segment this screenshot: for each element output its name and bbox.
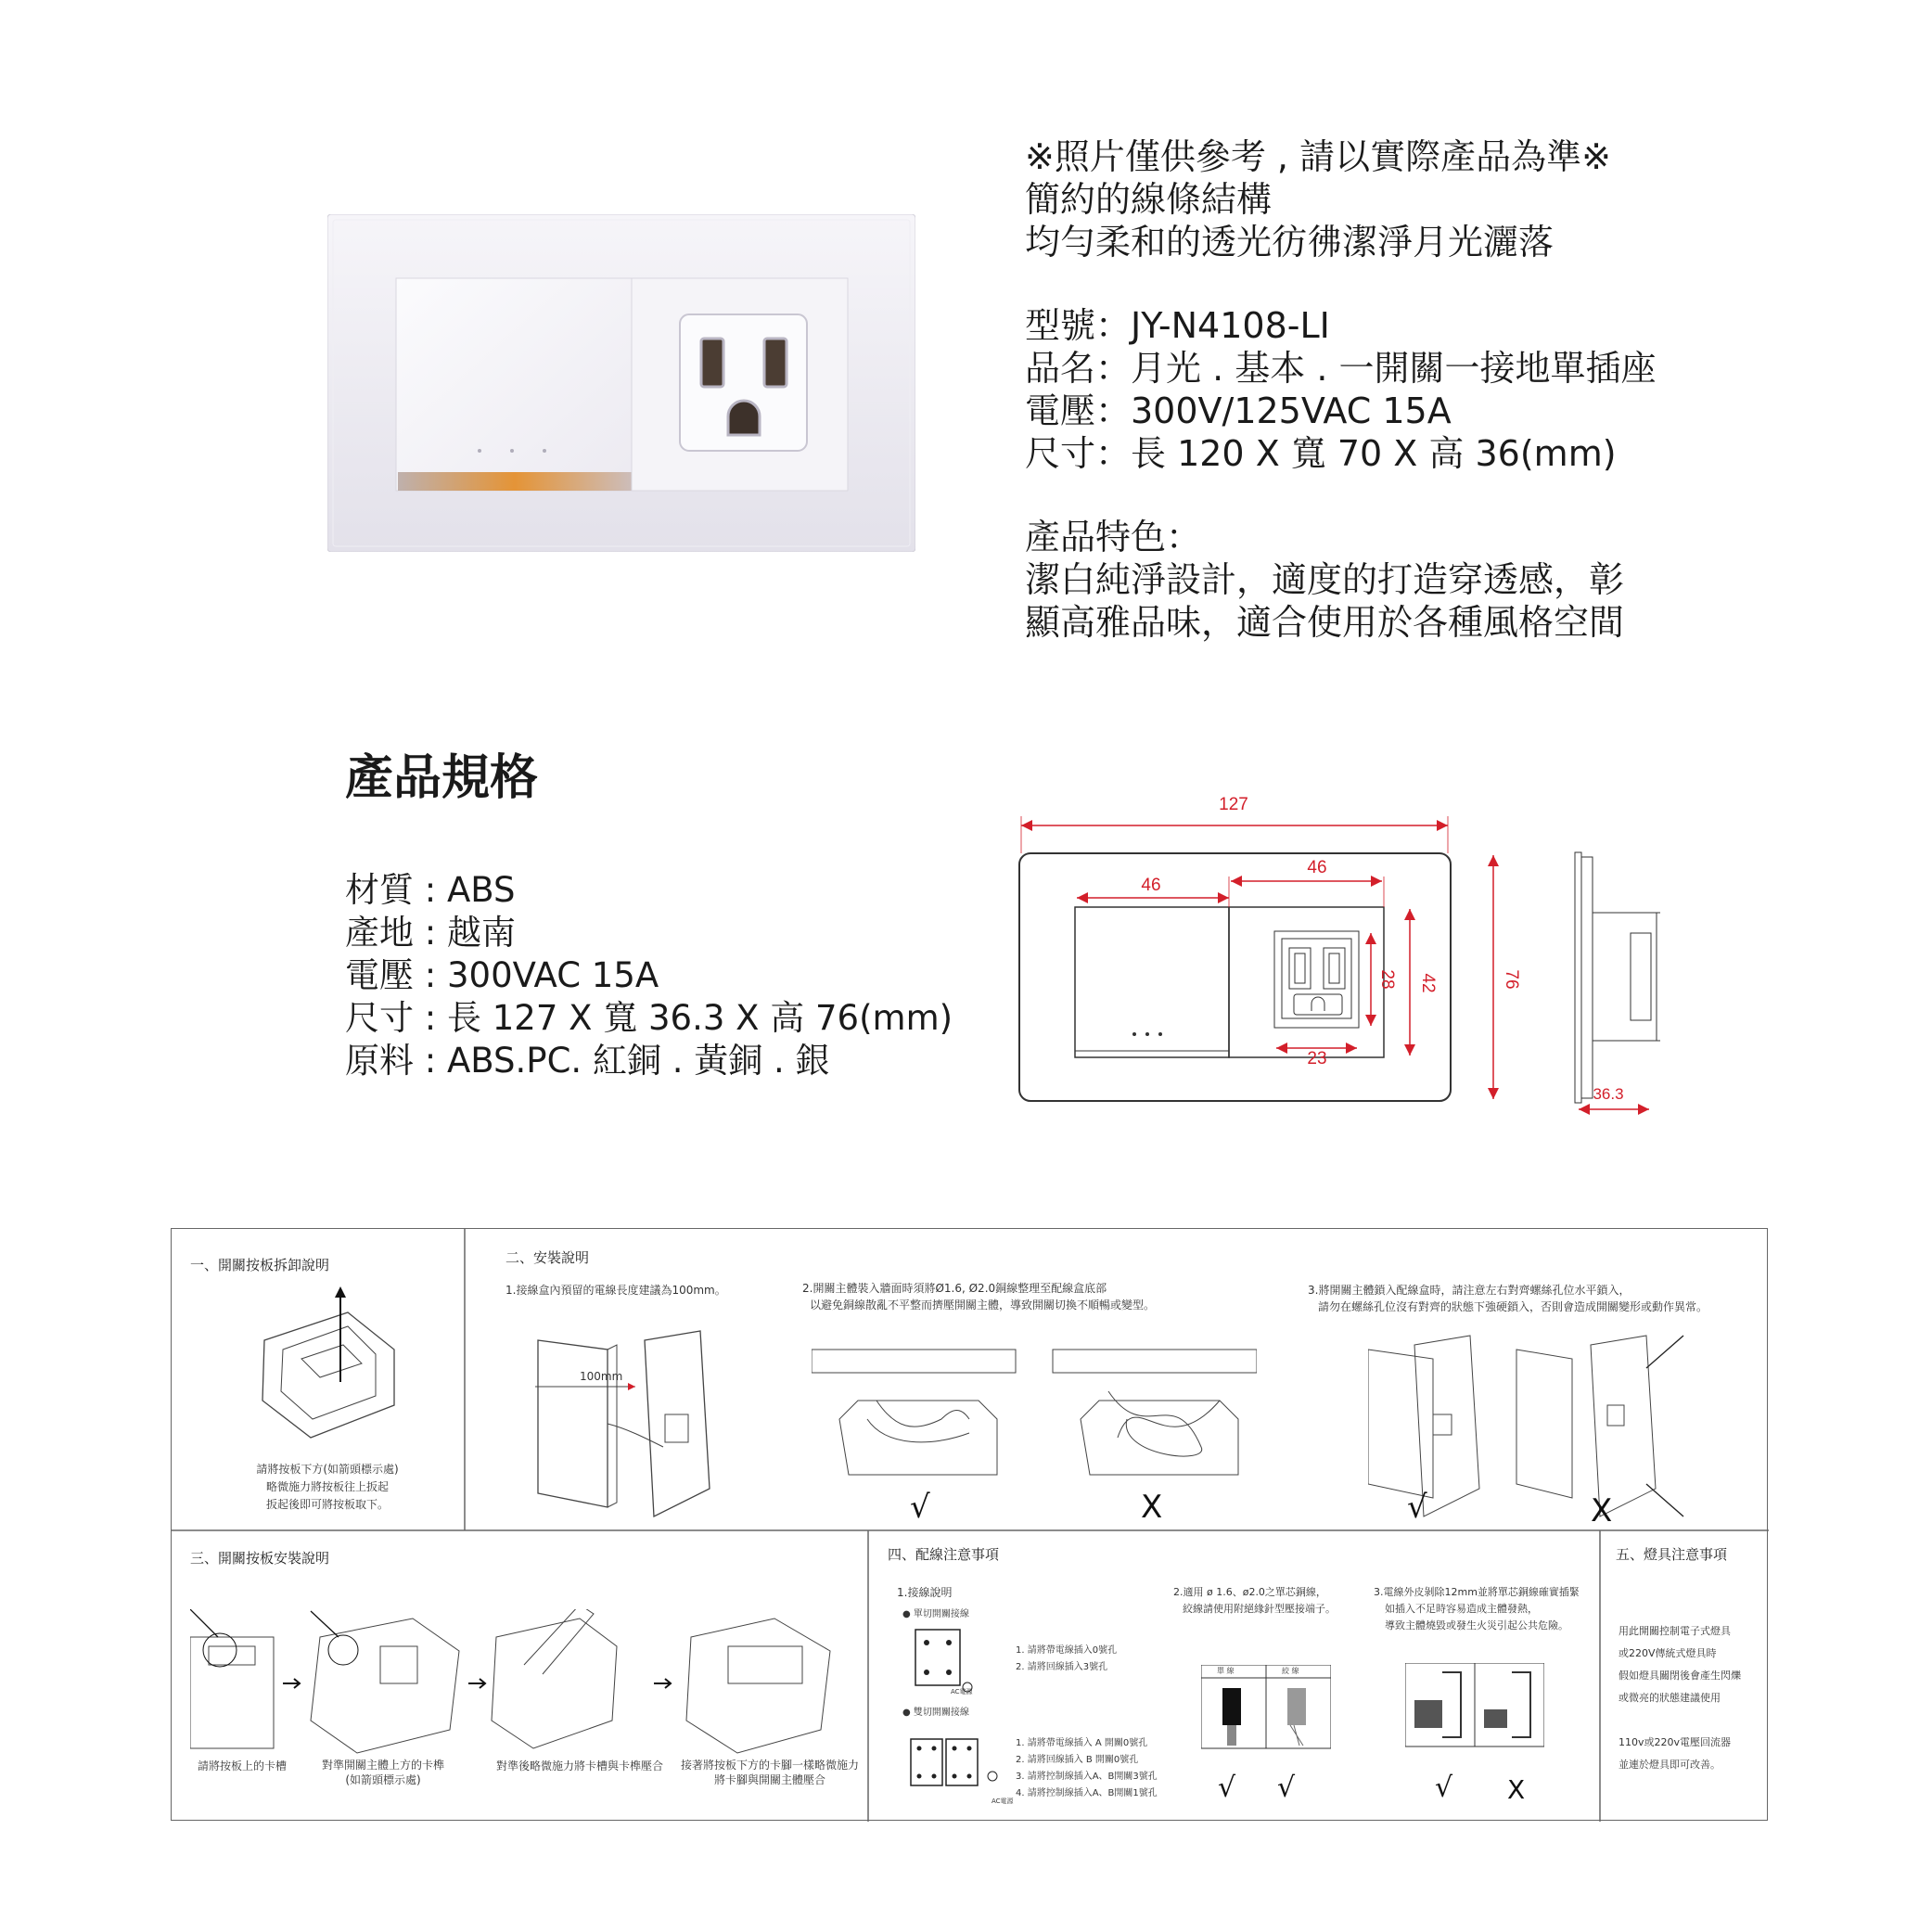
sec4-sub3-line1: 3.電線外皮剝除12mm並將單芯銅線確實插緊	[1374, 1586, 1580, 1598]
sec2-step3-line2: 請勿在螺絲孔位沒有對齊的狀態下強硬鎖入，否則會造成開關變形或動作異常。	[1318, 1300, 1708, 1313]
sec5-line-3: 假如燈具關閉後會產生閃爍	[1619, 1670, 1741, 1682]
sec3-caption-2: 對準開關主體上方的卡榫	[321, 1759, 444, 1772]
sec4-ac-label-1: AC電源	[951, 1688, 973, 1695]
sec4-mark-1: √	[1218, 1772, 1236, 1804]
sec4-sub1: 1.接線說明	[897, 1586, 953, 1599]
sec2-box-illustration	[515, 1322, 747, 1530]
sec1-title: 一、開關按板拆卸說明	[190, 1257, 330, 1273]
dim-socket-width: 46	[1307, 858, 1327, 877]
spec-size: 尺寸 : 長 127 X 寬 36.3 X 高 76(mm)	[345, 998, 953, 1038]
sec4-double-note-1: 1. 請將帶電線插入 A 開關0號孔	[1016, 1738, 1148, 1748]
sec3-title: 三、開關按板安裝說明	[190, 1550, 330, 1567]
spec-voltage: 電壓 : 300VAC 15A	[345, 955, 659, 995]
sec3-steps-illustration	[190, 1609, 849, 1758]
sec5-line-5: 110v或220v電壓回流器	[1619, 1736, 1732, 1748]
sec4-single-diagram	[914, 1628, 979, 1693]
dim-socket-inner-height: 28	[1377, 969, 1397, 990]
sec5-line-6: 並連於燈具即可改善。	[1619, 1759, 1721, 1771]
sec4-wire-label-1: 單 線	[1217, 1667, 1235, 1675]
sec1-caption-3: 扳起後即可將按板取下。	[265, 1498, 389, 1511]
dim-height: 76	[1502, 969, 1521, 990]
sec3-caption-6: 將卡腳與開關主體壓合	[713, 1773, 825, 1786]
tagline-2: 均勻柔和的透光彷彿潔淨月光灑落	[1025, 222, 1555, 262]
sec2-mark-4: X	[1591, 1492, 1613, 1529]
dim-width: 127	[1219, 795, 1248, 814]
sec2-step2-line2: 以避免銅線散亂不平整而擠壓開關主體，導致開關切換不順暢或變型。	[810, 1299, 1156, 1311]
sec2-mark-2: X	[1141, 1489, 1163, 1526]
sec2-mark-3: √	[1407, 1489, 1427, 1526]
product-photo	[327, 214, 915, 552]
sec3-caption-3: (如箭頭標示處)	[345, 1773, 421, 1786]
sec4-mark-3: √	[1435, 1772, 1453, 1804]
sec2-step1: 1.接線盒內預留的電線長度建議為100mm。	[505, 1284, 726, 1297]
sec4-sub2-line2: 絞線請使用附絕緣針型壓接端子。	[1183, 1603, 1336, 1615]
features-line-2: 顯高雅品味，適合使用於各種風格空間	[1025, 602, 1625, 643]
specs-list	[345, 869, 953, 1082]
sec4-insertion-diagram	[1405, 1663, 1544, 1751]
sec1-caption-2: 略微施力將按板往上扳起	[265, 1480, 389, 1493]
sec4-double-label: ● 雙切開關接線	[902, 1708, 969, 1718]
sec5-line-2: 或220V傳統式燈具時	[1619, 1647, 1717, 1659]
sec3-caption-4: 對準後略微施力將卡槽與卡榫壓合	[496, 1759, 664, 1772]
sec4-wire-label-2: 絞 線	[1282, 1667, 1299, 1675]
sec1-caption-1: 請將按板下方(如箭頭標示處)	[256, 1463, 399, 1476]
sec4-single-note-1: 1. 請將帶電線插入0號孔	[1016, 1645, 1118, 1656]
sec4-double-note-2: 2. 請將回線插入 B 開關0號孔	[1016, 1755, 1139, 1765]
voltage-line: 電壓：300V/125VAC 15A	[1025, 390, 1452, 431]
sec4-mark-2: √	[1277, 1772, 1296, 1804]
spec-origin: 產地 : 越南	[345, 913, 516, 953]
sec1-plate-illustration	[246, 1285, 403, 1442]
sec4-single-note-2: 2. 請將回線插入3號孔	[1016, 1662, 1108, 1672]
model-line: 型號：JY-N4108-LI	[1025, 305, 1330, 346]
sec4-double-note-4: 4. 請將控制線插入A、B開關1號孔	[1016, 1788, 1158, 1798]
dim-switch-width: 46	[1141, 876, 1161, 895]
dimension-drawing	[1011, 788, 1660, 1122]
features-title: 產品特色：	[1025, 517, 1202, 557]
dim-socket-inner-width: 23	[1307, 1049, 1327, 1068]
switch-button	[396, 278, 632, 491]
tagline-1: 簡約的線條結構	[1025, 179, 1273, 220]
sec4-single-label: ● 單切開關接線	[902, 1609, 969, 1619]
sec2-title: 二、安裝說明	[505, 1249, 590, 1266]
features-line-1: 潔白純淨設計，適度的打造穿透感，彰	[1025, 559, 1625, 600]
sec5-line-1: 用此開關控制電子式燈具	[1619, 1625, 1731, 1637]
sec4-wire-types	[1201, 1665, 1331, 1753]
product-description	[1025, 135, 1656, 644]
disclaimer-line: ※照片僅供參考 , 請以實際產品為準※	[1025, 136, 1611, 177]
sec4-mark-4: X	[1507, 1774, 1526, 1805]
spec-material: 材質 : ABS	[345, 870, 516, 910]
sec4-sub2-line1: 2.適用 ø 1.6、ø2.0之單芯銅線，	[1173, 1586, 1326, 1598]
sec2-mark-1: √	[910, 1489, 930, 1526]
specs-heading: 產品規格	[345, 750, 539, 806]
sec3-caption-1: 請將按板上的卡槽	[198, 1759, 288, 1772]
sec5-line-4: 或微亮的狀態建議使用	[1619, 1692, 1721, 1704]
sec4-sub3-line3: 導致主體燒毀或發生火災引起公共危險。	[1385, 1619, 1568, 1631]
installation-manual	[171, 1228, 1768, 1821]
sec4-ac-label-2: AC電源	[992, 1798, 1014, 1805]
sec3-caption-5: 接著將按板下方的卡腳一樣略微施力	[680, 1759, 859, 1772]
sec2-step2-line1: 2.開關主體裝入牆面時須將Ø1.6, Ø2.0銅線整理至配線盒底部	[802, 1282, 1107, 1295]
sec4-double-note-3: 3. 請將控制線插入A、B開關3號孔	[1016, 1772, 1158, 1782]
sec2-label-100mm: 100mm	[580, 1370, 623, 1383]
sec5-title: 五、燈具注意事項	[1616, 1546, 1728, 1563]
spec-raw-material: 原料 : ABS.PC. 紅銅 . 黃銅 . 銀	[345, 1041, 830, 1081]
sec4-sub3-line2: 如插入不足時容易造成主體發熱，	[1385, 1603, 1538, 1615]
sec2-step3-line1: 3.將開關主體鎖入配線盒時，請注意左右對齊螺絲孔位水平鎖入，	[1308, 1284, 1631, 1297]
size-line: 尺寸：長 120 X 寬 70 X 高 36(mm)	[1025, 433, 1617, 474]
dim-depth: 36.3	[1593, 1085, 1624, 1103]
dim-socket-height: 42	[1418, 973, 1438, 993]
sec4-title: 四、配線注意事項	[888, 1546, 1000, 1563]
name-line: 品名：月光 . 基本 . 一開關一接地單插座	[1025, 348, 1657, 389]
sec2-wiring-illustration	[812, 1345, 1257, 1489]
